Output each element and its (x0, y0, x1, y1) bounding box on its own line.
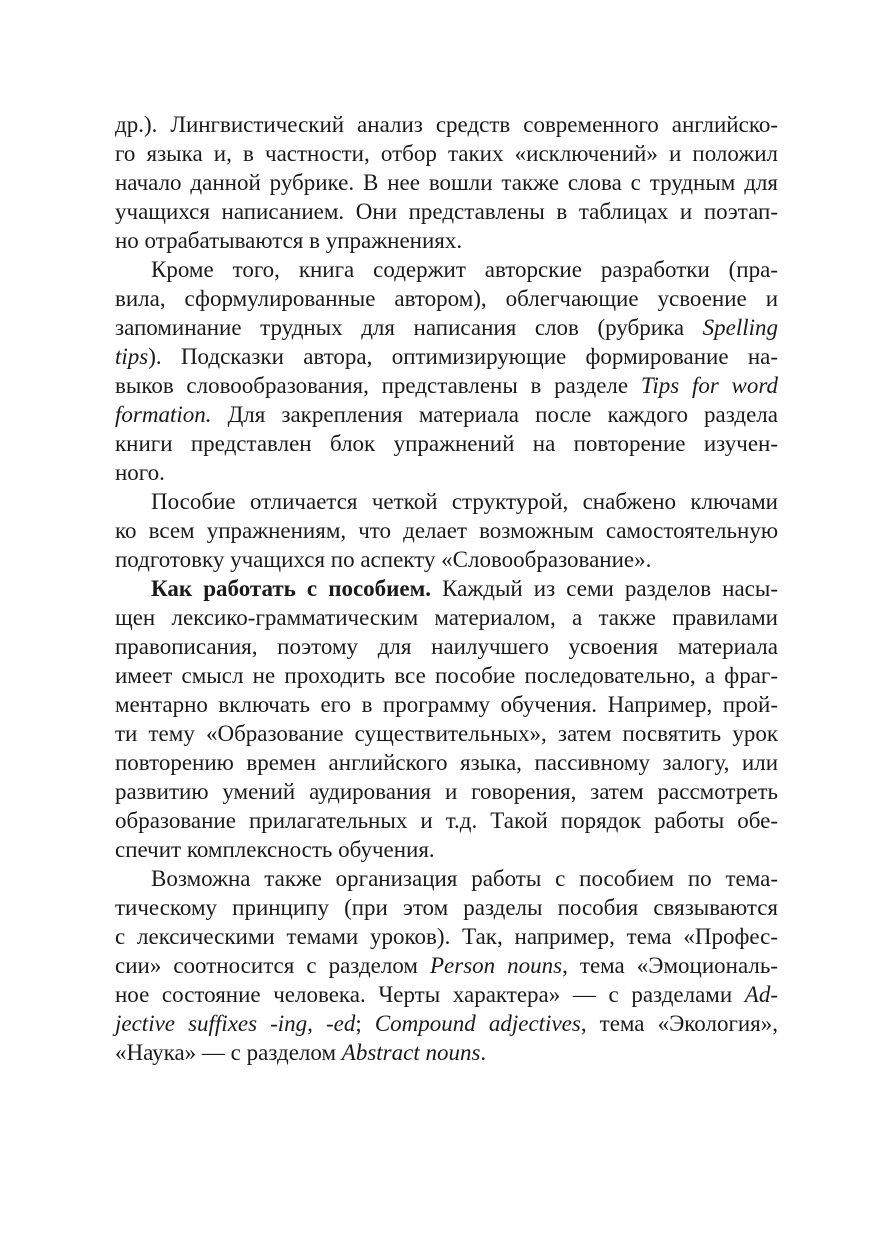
text-line: вила, сформулированные автором), облегчающие усвоение и (115, 286, 778, 311)
text-line: го языка и, в частности, отбор таких «исключений» и положил (115, 141, 778, 166)
paragraph-3 (115, 487, 778, 574)
text-line: с лексическими темами уроков). Так, например, тема «Профес- (115, 924, 778, 949)
text-fragment: , тема «Экология», (580, 1011, 779, 1036)
text-line: повторению времен английского языка, пассивному залогу, или (115, 750, 778, 775)
text-fragment: сии» соотносится с разделом (115, 953, 430, 978)
text-line: щен лексико-грамматическим материалом, а также правилами (115, 605, 778, 630)
italic-term: formation. (115, 402, 212, 427)
text-line: тическому принципу (при этом разделы пособия связываются (115, 895, 778, 920)
text-fragment: «Наука» — с разделом (115, 1040, 342, 1065)
text-line (115, 371, 778, 400)
text-line (115, 980, 778, 1009)
italic-term: Compound adjectives (374, 1011, 581, 1036)
text-line (115, 342, 778, 371)
italic-term: Ad- (744, 982, 778, 1007)
document-page (115, 110, 778, 1067)
text-line (115, 1009, 778, 1038)
text-line: имеет смысл не проходить все пособие последовательно, а фраг- (115, 663, 778, 688)
italic-term: tips (115, 344, 149, 369)
text-line (115, 1038, 778, 1067)
text-line: Возможна также организация работы с пособием по тема- (151, 866, 778, 891)
section-heading: Как работать с пособием. (151, 576, 432, 601)
text-line: Кроме того, книга содержит авторские разработки (пра- (151, 257, 778, 282)
text-line: ко всем упражнениям, что делает возможным самостоятельную (115, 518, 778, 543)
text-line: образование прилагательных и т.д. Такой порядок работы обе- (115, 808, 778, 833)
italic-term: Abstract nouns (341, 1040, 481, 1065)
paragraph-5 (115, 864, 778, 1067)
paragraph-2 (115, 255, 778, 487)
text-line: ментарно включать его в программу обучения. Например, прой- (115, 692, 778, 717)
italic-term: jective suffixes -ing, -ed (115, 1011, 356, 1036)
italic-term: Person nouns (429, 953, 563, 978)
paragraph-1 (115, 110, 778, 255)
text-line: ти тему «Образование существительных», затем посвятить урок (115, 721, 778, 746)
text-fragment: ное состояние человека. Черты характера» — с разделами (115, 982, 745, 1007)
text-line: др.). Лингвистический анализ средств современного английско- (115, 112, 778, 137)
text-fragment: Для закрепления материала после каждого раздела (211, 402, 778, 427)
text-line: ного. (115, 460, 165, 485)
text-line: книги представлен блок упражнений на повторение изучен- (115, 431, 778, 456)
text-fragment: ; (355, 1011, 375, 1036)
italic-term: Tips for word (640, 373, 778, 398)
text-line: начало данной рубрике. В нее вошли также слова с трудным для (115, 170, 778, 195)
text-line (115, 951, 778, 980)
text-fragment: выков словообразования, представлены в разделе (115, 373, 641, 398)
text-fragment: Каждый из семи разделов насы- (431, 576, 778, 601)
text-line: подготовку учащихся по аспекту «Словообразование». (115, 547, 652, 572)
text-line: развитию умений аудирования и говорения, затем рассмотреть (115, 779, 778, 804)
paragraph-4 (115, 574, 778, 864)
text-line: учащихся написанием. Они представлены в таблицах и поэтап- (115, 199, 778, 224)
text-line: Пособие отличается четкой структурой, снабжено ключами (151, 489, 778, 514)
text-line (115, 574, 778, 603)
text-fragment: запоминание трудных для написания слов (рубрика (115, 315, 703, 340)
text-line: спечит комплексность обучения. (115, 837, 435, 862)
text-line: правописания, поэтому для наилучшего усвоения материала (115, 634, 778, 659)
text-line: но отрабатываются в упражнениях. (115, 228, 463, 253)
text-line (115, 400, 778, 429)
text-fragment: . (480, 1040, 487, 1065)
text-fragment: ). Подсказки автора, оптимизирующие формирование на- (148, 344, 778, 369)
text-line (115, 313, 778, 342)
italic-term: Spelling (702, 315, 778, 340)
text-fragment: , тема «Эмоциональ- (562, 953, 778, 978)
